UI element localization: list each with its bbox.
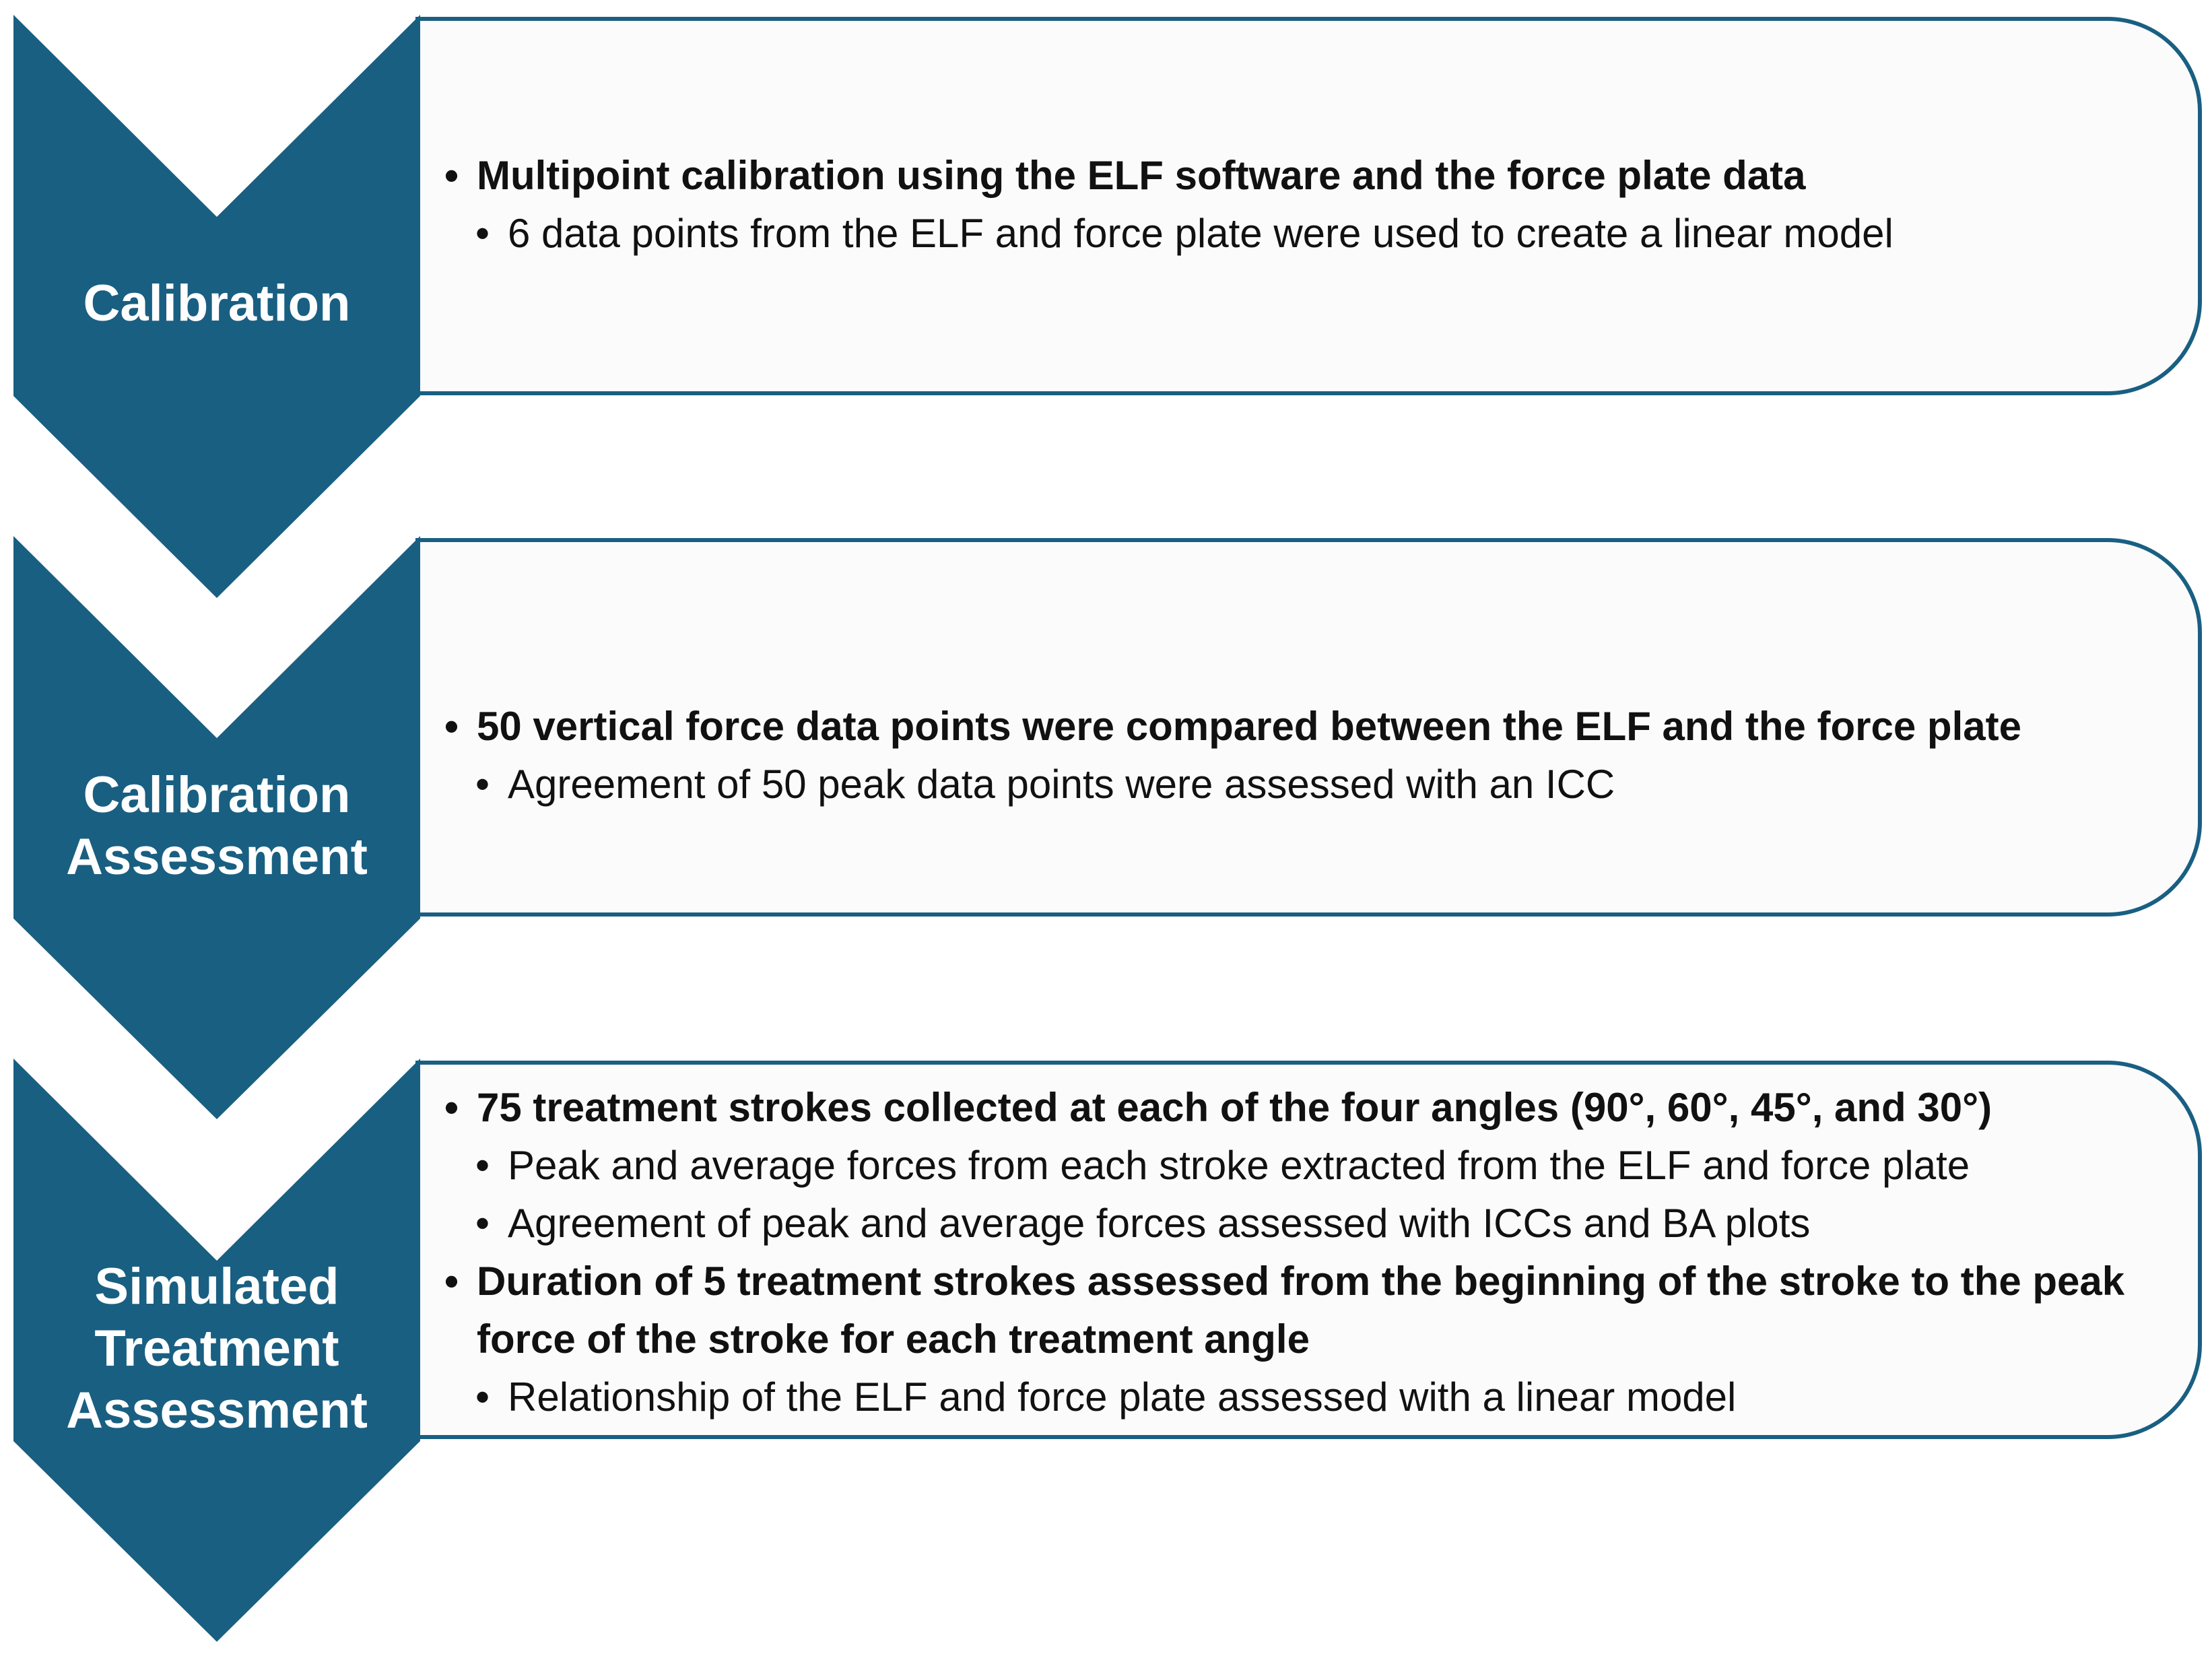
sub-bullet: [444, 1195, 2168, 1253]
sub-bullet: [444, 1368, 2168, 1426]
bullet-text: Duration of 5 treatment strokes assessed from the beginning of the stroke to the peak force of the stroke for each treatment angle: [477, 1259, 2125, 1362]
step-3-label-line: Assessment: [66, 1382, 368, 1439]
sub-bullet-text: 6 data points from the ELF and force plate were used to create a linear model: [508, 211, 1893, 256]
bullet-text: 50 vertical force data points were compared between the ELF and the force plate: [477, 704, 2021, 749]
bullet-glyph: •: [475, 1374, 490, 1420]
step-2-content: [444, 698, 2168, 813]
sub-bullet-text: Agreement of peak and average forces assessed with ICCs and BA plots: [508, 1201, 1811, 1246]
bullet: [444, 698, 2168, 756]
bullet-glyph: •: [475, 1201, 490, 1246]
step-2-label-line: Assessment: [66, 828, 368, 886]
bullet-glyph: •: [475, 762, 490, 807]
bullet: [444, 147, 2168, 205]
sub-bullet-text: Agreement of 50 peak data points were assessed with an ICC: [508, 762, 1615, 807]
step-1-label: [13, 273, 420, 335]
bullet-glyph: •: [444, 153, 459, 198]
sub-bullet: [444, 1137, 2168, 1195]
bullet: [444, 1079, 2168, 1137]
bullet-glyph: •: [475, 211, 490, 256]
step-3-label-line: Simulated: [94, 1258, 339, 1315]
bullet: [444, 1253, 2168, 1368]
bullet-text: 75 treatment strokes collected at each of the four angles (90°, 60°, 45°, and 30°): [477, 1085, 1992, 1130]
sub-bullet-text: Relationship of the ELF and force plate assessed with a linear model: [508, 1374, 1737, 1420]
step-3-label: [13, 1256, 420, 1442]
bullet-glyph: •: [475, 1143, 490, 1188]
sub-bullet: [444, 756, 2168, 813]
sub-bullet-text: Peak and average forces from each stroke extracted from the ELF and force plate: [508, 1143, 1970, 1188]
bullet-glyph: •: [444, 704, 459, 749]
step-1-label-line: Calibration: [83, 275, 351, 332]
bullet-glyph: •: [444, 1259, 459, 1304]
bullet-glyph: •: [444, 1085, 459, 1130]
step-3-content: [444, 1079, 2168, 1426]
bullet-text: Multipoint calibration using the ELF software and the force plate data: [477, 153, 1806, 198]
step-2-label: [13, 764, 420, 888]
step-3-label-line: Treatment: [94, 1320, 339, 1377]
step-2-label-line: Calibration: [83, 766, 351, 824]
sub-bullet: [444, 205, 2168, 263]
step-1-content: [444, 147, 2168, 263]
